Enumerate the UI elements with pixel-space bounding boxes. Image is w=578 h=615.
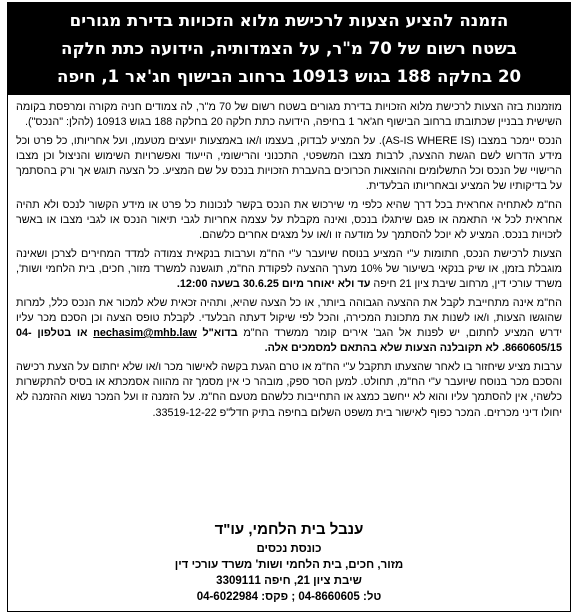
paragraph-invitation: מוזמנות בזה הצעות לרכישת מלוא הזכויות בדירת מגורים בשטח רשום של 70 מ"ר, לה צמודים חניה מקורה ומרפסת בקומה השישית בבניין שכתובתו ברחוב הבישוף חג'אר 1 בחיפה, הידועה כתת חלקה 20 בחלקה 188 בגוש 10913 (להלן: "הנכס"). [16,101,562,129]
paragraph-liability: הח"מ לאתחיה אחראית בכל דרך שהיא כלפי מי שירכוש את הנכס בקשר לנכונות כל פרט או מידע הקשור לנכס ולא תהיה אחראית לכל אי התאמה או פגם שיתגלו בנכס, ואינה מקבלת על עצמה אחריות לגבי תיאור הנכס או לגבי מצבו או באשר לזכויות בנכס. המציע לא יוכל להסתמך על מודעה זו ו/או על מצגים אחרים כלשהם. [16,198,562,242]
signature-block [8,519,570,605]
paragraph-as-is: הנכס יימכר במצבו (AS-IS WHERE IS). על המציע לבדוק, בעצמו ו/או באמצעות יועצים מטעמו, ועל אחריותו, כל פרט וכל מידע הדרוש לשם הגשת ההצעה, לרבות מצבו המשפטי, התכנוני והרישומי, הייעוד ואפשרויות השימוש והניצול וכן מצבו הרישויי של הנכס וכל התשלומים וההוצאות הכרוכים בהעברת הזכויות בנכס על שם המציע. כל הצעה תוגש אך ורק בהסתמך על בדיקותיו של המציע ובאחריותו הבלעדית. [16,134,562,193]
paragraph-submission [16,247,562,293]
notice-body [16,100,562,505]
firm-address: שיבת ציון 21, חיפה 3309111 [216,575,362,587]
law-firm: מזור, חכים, בית הלחמי ושות' משרד עורכי דין [174,559,404,571]
headline-line-2: בשטח רשום של 70 מ"ר, על הצמדותיה, הידועה כתת חלקה [61,39,517,58]
paragraph-terms [16,296,562,357]
legal-notice [7,2,571,612]
headline-line-3: 20 בחלקה 188 בגוש 10913 ברחוב הבישוף חג'אר 1, חיפה [56,67,522,86]
terms-warning: לא תקובלנה הצעות שלא בהתאם למסמכים אלה. [264,342,499,355]
headline-line-1: הזמנה להציע הצעות לרכישת מלוא הזכויות בדירת מגורים [69,11,509,30]
contact-phone: או בטלפון 04-8660605/15. [16,327,562,355]
submission-deadline: עד ולא יאוחר מיום 30.6.25 בשעה 12:00. [176,278,371,291]
submission-text: הצעות לרכישת הנכס, חתומות ע"י המציע בנוסח שיועבר ע"י הח"מ וערבות בנקאית צמודה למדד המחירים לצרכן ושאינה מוגבלת בזמן, או שיק בנקאי בשיעור של 10% מערך ההצעה לפקודת הח"מ, תוגשנה למשרד מזור, חכים, בית הלחמי ושות', משרד עורכי דין, מרחוב שיבת ציון 21 חיפה [16,247,562,291]
firm-contact: טל: 04-8660605 ; פקס: 04-6022984 [196,591,382,603]
notice-headline [8,3,570,95]
email-label: בדוא"ל [202,327,238,340]
terms-text: הח"מ אינה מתחייבת לקבל את ההצעה הגבוהה ביותר, או כל הצעה שהיא, ותהיה זכאית שלא למכור את הנכס כלל, למרות שהוגשו הצעות, ו/או לשנות את מתכונת המכירה, והכל לפי שיקול דעתה הבלעדי. לקבלת טופס הצעה וכן הסכם מכר עליו ידרש המציע לחתום, יש לפנות אל הגב' אירים קומר ממשרד הח"מ [16,296,562,340]
paragraph-guarantee: ערבות מציע שיחזור בו לאחר שהצעתו תתקבל ע"י הח"מ או טרם הגעת בקשה לאישור מכר ו/או שלא יחתום על הצעת רכישה והסכם מכר בנוסח שיועבר ע"י הח"מ, תחולט. למען הסר ספק, מובהר כי אין מסמך זה מהווה אסמכתא או בסיס להתקשרות כלשהי, אין להסתמך עליו והוא לא ייחשב כמצג או התחייבות כלשהם מטעם הח"מ. על הזמנה זו ועל המכר נשוא ההזמנה לא יחולו דיני מכרזים. המכר כפוף לאישור בית משפט השלום בחיפה בתיק חדל"פ 33519-12-22. [16,360,562,419]
contact-email-link[interactable]: nechasim@mhb.law [93,327,197,340]
signatory-name: ענבל בית הלחמי, עו"ד [214,521,364,538]
signatory-role: כונסת נכסים [256,543,322,555]
